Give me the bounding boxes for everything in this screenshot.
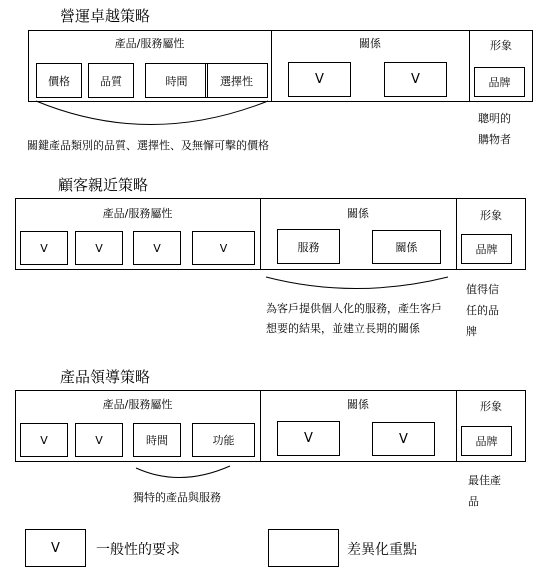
strategy-2-side-line-3: 牌: [466, 325, 477, 338]
strategy-1-product-box-time: 時間: [145, 63, 208, 98]
legend-diff-box: [268, 529, 339, 567]
strategy-3-product-box-2: V: [75, 423, 123, 457]
strategy-3-product-box-1: V: [20, 423, 68, 457]
strategy-2-image-box-brand: 品牌: [461, 234, 512, 264]
strategy-2-product-box-3: V: [133, 231, 181, 265]
strategy-2-relation-header: 關係: [347, 207, 369, 220]
strategy-2-side-line-1: 值得信: [466, 283, 499, 296]
strategy-1-product-box-selection: 選擇性: [205, 63, 268, 98]
strategy-3-side-line-2: 品: [468, 495, 479, 508]
strategy-3-image-box-brand: 品牌: [461, 426, 512, 456]
strategy-1-product-header: 產品/服務屬性: [114, 37, 185, 50]
strategy-2-product-box-1: V: [20, 231, 68, 265]
legend-generic-label: 一般性的要求: [96, 542, 180, 558]
strategy-3-product-box-function: 功能: [192, 423, 255, 457]
strategy-3-relation-box-2: V: [372, 422, 435, 456]
strategy-3-relation-header: 關係: [347, 398, 369, 411]
strategy-2-note-line-1: 為客戶提供個人化的服務，產生客戶: [266, 302, 442, 315]
legend-diff-label: 差異化重點: [347, 542, 417, 558]
strategy-2-title: 顧客親近策略: [58, 176, 149, 194]
strategy-3-title: 產品領導策略: [60, 368, 151, 386]
strategy-1-image-header: 形象: [490, 39, 512, 52]
strategy-2-product-box-4: V: [192, 231, 255, 265]
strategy-1-relation-header: 關係: [359, 37, 381, 50]
strategy-2-side-line-2: 任的品: [466, 304, 499, 317]
strategy-2-note-line-2: 想要的結果，並建立長期的關係: [266, 322, 420, 335]
strategy-1-title: 營運卓越策略: [60, 7, 151, 25]
strategy-3-relation-box-1: V: [277, 421, 340, 456]
strategy-2-product-header: 產品/服務屬性: [102, 207, 173, 220]
strategy-2-product-box-2: V: [75, 231, 123, 265]
strategy-3-side-text: [468, 470, 501, 512]
strategy-2-image-header: 形象: [480, 209, 502, 222]
strategy-1-note: 關鍵產品類別的品質、選擇性、及無懈可擊的價格: [27, 139, 269, 152]
strategy-1-side-line-2: 購物者: [478, 133, 511, 146]
strategy-3-side-line-1: 最佳產: [468, 474, 501, 487]
strategy-1-relation-box-2: V: [384, 62, 447, 97]
legend-generic-box: V: [25, 529, 86, 567]
strategy-1-relation-box-1: V: [288, 62, 351, 97]
strategy-3-image-header: 形象: [480, 400, 502, 413]
strategy-1-product-box-price: 價格: [36, 63, 82, 98]
strategy-1-product-box-quality: 品質: [88, 63, 134, 98]
strategy-1-side-line-1: 聰明的: [478, 112, 511, 125]
strategy-2-relation-box-service: 服務: [277, 229, 340, 264]
strategy-1-image-box-brand: 品牌: [474, 67, 525, 97]
strategy-3-product-box-time: 時間: [133, 423, 181, 457]
strategy-2-relation-box-relationship: 關係: [372, 230, 441, 264]
strategy-3-product-header: 產品/服務屬性: [102, 398, 173, 411]
strategy-3-note: 獨特的產品與服務: [133, 491, 221, 504]
